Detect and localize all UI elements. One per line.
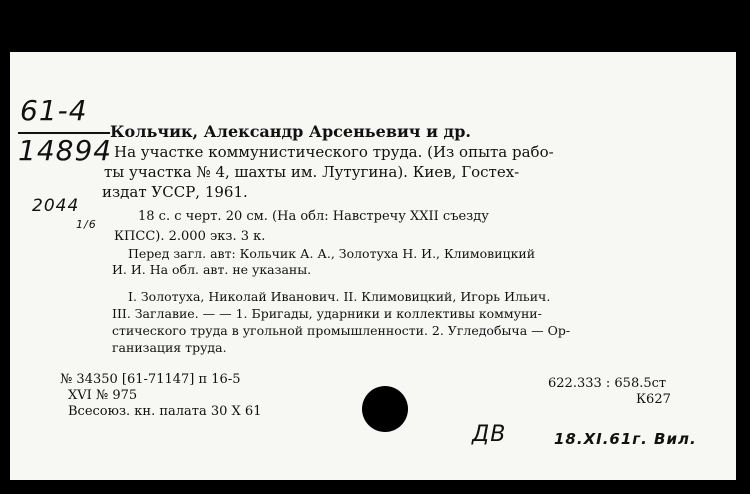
author-heading: Кольчик, Александр Арсеньевич и др. [110, 122, 471, 141]
title-line-2: ты участка № 4, шахты им. Лутугина). Киев, Гостех- [104, 163, 520, 181]
title-line-3: издат УССР, 1961. [102, 183, 248, 201]
classification-number: 622.333 : 658.5ст [548, 376, 667, 391]
side-mark: 1/6 [76, 218, 97, 231]
physical-line-1: 18 с. с черт. 20 см. (На обл: Навстречу XXII съезду [138, 209, 489, 224]
punch-hole [362, 386, 408, 432]
physical-line-2: КПСС). 2.000 экз. 3 к. [114, 229, 266, 244]
footer-left-line-3: Всесоюз. кн. палата 30 X 61 [68, 404, 262, 419]
tracing-line-1: I. Золотуха, Николай Иванович. II. Климовицкий, Игорь Ильич. [128, 289, 551, 304]
note-line-1: Перед загл. авт: Кольчик А. А., Золотуха Н. И., Климовицкий [128, 246, 536, 261]
note-line-2: И. И. На обл. авт. не указаны. [112, 262, 312, 277]
handwritten-initials: ДВ [472, 422, 507, 447]
tracing-line-3: стического труда в угольной промышленности. 2. Угледобыча — Ор- [112, 323, 571, 338]
footer-left-line-1: № 34350 [61-71147] п 16-5 [60, 372, 241, 387]
tracing-line-2: III. Заглавие. — — 1. Бригады, ударники и коллективы коммуни- [112, 306, 542, 321]
shelf-mark-number: 14894 [18, 134, 113, 167]
tracing-line-4: ганизация труда. [112, 340, 227, 355]
title-line-1: На участке коммунистического труда. (Из опыта рабо- [114, 143, 554, 161]
footer-left-line-2: XVI № 975 [68, 388, 138, 403]
shelf-mark-top: 61-4 [20, 94, 88, 127]
catalog-card [10, 52, 736, 480]
handwritten-date-note: 18.XI.61г. Вил. [554, 430, 697, 448]
author-mark: К627 [636, 392, 671, 407]
side-code: 2044 [32, 196, 80, 216]
